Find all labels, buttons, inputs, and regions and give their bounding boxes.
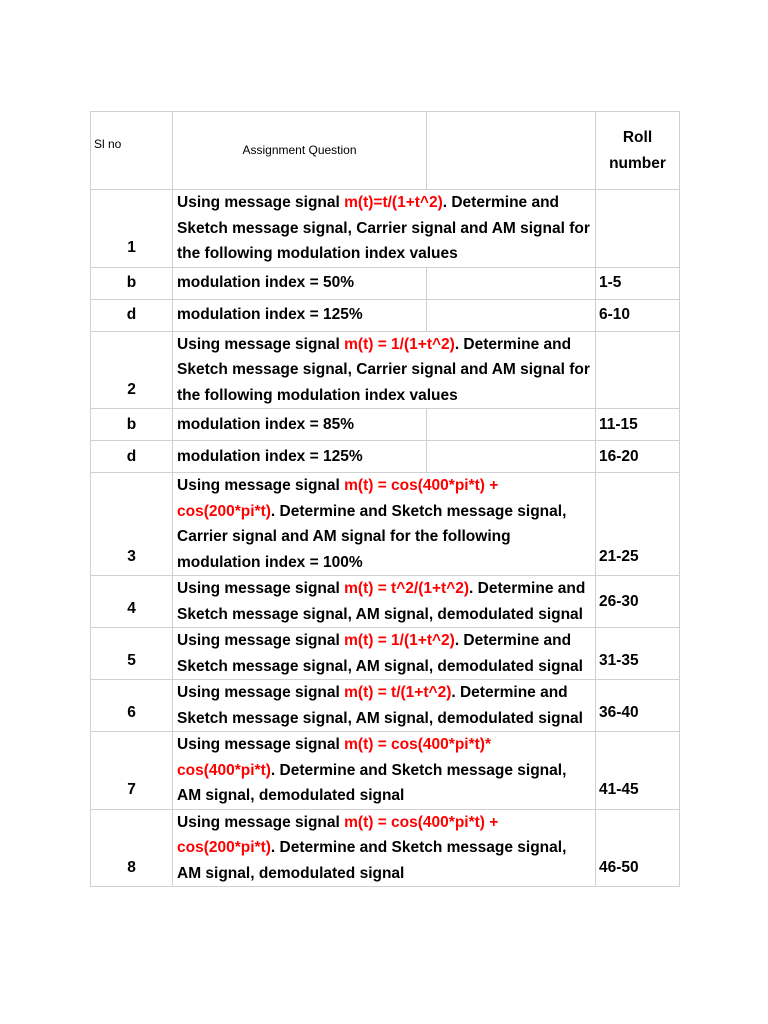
roll-cell: 36-40 (596, 680, 680, 732)
sl-cell: b (91, 267, 173, 299)
header-empty-cell (427, 112, 596, 190)
message-signal: m(t) = t^2/(1+t^2) (344, 580, 470, 597)
table-header-row (91, 112, 680, 190)
empty-cell (427, 267, 596, 299)
sl-cell: 8 (91, 809, 173, 887)
header-roll-number (596, 112, 680, 190)
message-signal: m(t) = cos(400*pi*t) + cos(200*pi*t) (177, 477, 499, 520)
sl-cell: b (91, 409, 173, 441)
roll-cell: 46-50 (596, 809, 680, 887)
empty-cell (427, 409, 596, 441)
roll-cell: 1-5 (596, 267, 680, 299)
table-row (91, 190, 680, 268)
table-row (91, 331, 680, 409)
message-signal: m(t) = t/(1+t^2) (344, 684, 452, 701)
table-row (91, 732, 680, 810)
message-signal: m(t) = 1/(1+t^2) (344, 632, 455, 649)
sl-cell: 2 (91, 331, 173, 409)
question-cell: modulation index = 125% (173, 299, 427, 331)
message-signal: m(t)=t/(1+t^2) (344, 194, 443, 211)
header-sl-no: Sl no (91, 112, 173, 190)
roll-cell: 31-35 (596, 628, 680, 680)
roll-cell: 41-45 (596, 732, 680, 810)
table-row (91, 299, 680, 331)
roll-cell (596, 190, 680, 268)
empty-cell (427, 299, 596, 331)
sl-cell: 7 (91, 732, 173, 810)
table-row (91, 473, 680, 576)
table-row (91, 441, 680, 473)
question-cell: Using message signal m(t) = cos(400*pi*t) + cos(200*pi*t). Determine and Sketch message signal, AM signal, demodulated signal (173, 809, 596, 887)
question-cell: modulation index = 85% (173, 409, 427, 441)
message-signal: m(t) = 1/(1+t^2) (344, 335, 455, 353)
roll-cell: 6-10 (596, 299, 680, 331)
roll-cell: 11-15 (596, 409, 680, 441)
empty-cell (427, 441, 596, 473)
sl-cell: 5 (91, 628, 173, 680)
table-row (91, 409, 680, 441)
roll-cell (596, 331, 680, 409)
question-cell: modulation index = 125% (173, 441, 427, 473)
assignment-table (90, 111, 680, 887)
sl-cell: 6 (91, 680, 173, 732)
message-signal: m(t) = cos(400*pi*t) + cos(200*pi*t) (177, 813, 499, 856)
roll-cell: 21-25 (596, 473, 680, 576)
question-cell: modulation index = 50% (173, 267, 427, 299)
sl-cell: d (91, 441, 173, 473)
table-row (91, 628, 680, 680)
question-cell: Using message signal m(t) = cos(400*pi*t)* cos(400*pi*t). Determine and Sketch message signal, AM signal, demodulated signal (173, 732, 596, 810)
table-row (91, 267, 680, 299)
sl-cell: 1 (91, 190, 173, 268)
table-row (91, 809, 680, 887)
question-cell: Using message signal m(t) = 1/(1+t^2). Determine and Sketch message signal, AM signal, demodulated signal (173, 628, 596, 680)
table-row (91, 576, 680, 628)
roll-cell: 16-20 (596, 441, 680, 473)
sl-cell: d (91, 299, 173, 331)
header-question: Assignment Question (173, 112, 427, 190)
question-cell: Using message signal m(t)=t/(1+t^2). Determine and Sketch message signal, Carrier signal and AM signal for the following modulation index values (173, 190, 596, 268)
header-roll-line1: Roll (622, 128, 653, 146)
message-signal: m(t) = cos(400*pi*t)* cos(400*pi*t) (177, 736, 491, 779)
question-cell: Using message signal m(t) = t/(1+t^2). Determine and Sketch message signal, AM signal, demodulated signal (173, 680, 596, 732)
roll-cell: 26-30 (596, 576, 680, 628)
sl-cell: 4 (91, 576, 173, 628)
sl-cell: 3 (91, 473, 173, 576)
question-cell: Using message signal m(t) = cos(400*pi*t) + cos(200*pi*t). Determine and Sketch message signal, Carrier signal and AM signal for the following modulation index = 100% (173, 473, 596, 576)
table-row (91, 680, 680, 732)
header-roll-line2: number (609, 154, 666, 172)
question-cell: Using message signal m(t) = 1/(1+t^2). Determine and Sketch message signal, Carrier signal and AM signal for the following modulation index values (173, 331, 596, 409)
question-cell: Using message signal m(t) = t^2/(1+t^2). Determine and Sketch message signal, AM signal, demodulated signal (173, 576, 596, 628)
